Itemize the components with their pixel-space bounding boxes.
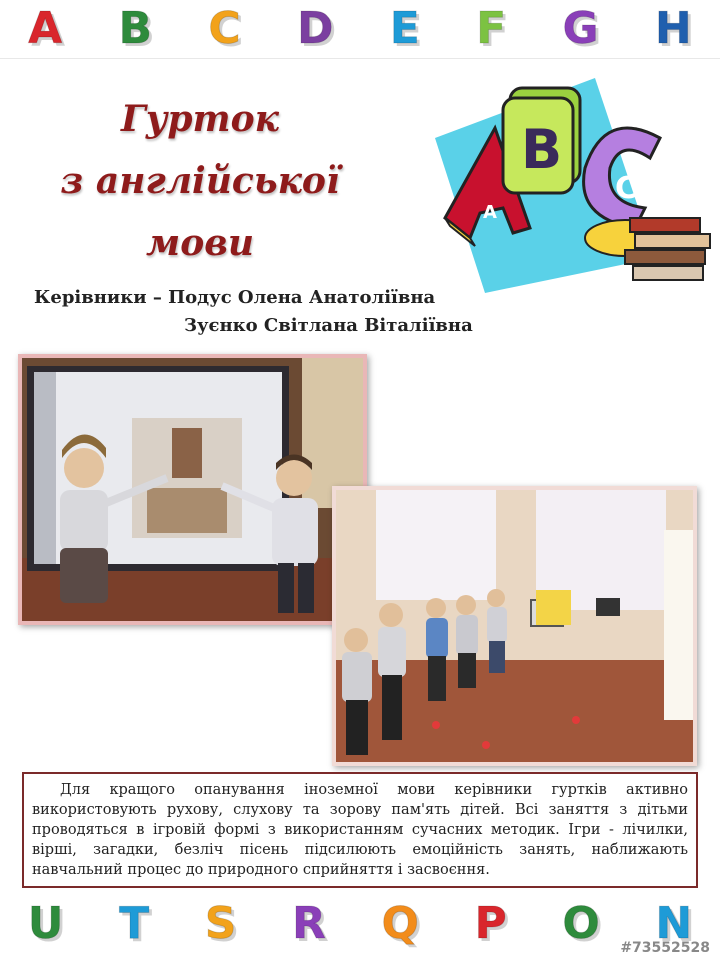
- letter: G: [562, 3, 599, 54]
- letter: H: [654, 3, 692, 54]
- letter: O: [562, 898, 600, 949]
- letter: U: [27, 898, 64, 949]
- letter: S: [204, 898, 237, 949]
- clipart-letter-a: A: [483, 202, 497, 223]
- leaders-block: [34, 284, 473, 340]
- letter: E: [389, 3, 420, 54]
- bottom-letters-banner: [0, 893, 720, 955]
- letter: T: [119, 898, 150, 949]
- leaders-line-1: Керівники – Подус Олена Анатоліївна: [34, 287, 436, 308]
- books-stack: [625, 218, 710, 280]
- letter: C: [208, 3, 241, 54]
- stock-watermark: #73552528: [620, 940, 710, 956]
- title-line-1: Гурток: [120, 98, 280, 140]
- abc-books-clipart: [425, 68, 715, 293]
- window-curtain: [376, 490, 496, 600]
- letter: D: [296, 3, 334, 54]
- photo-whiteboard-lesson: [18, 354, 367, 625]
- title-line-2: з англійської: [60, 160, 340, 202]
- girl-figure: [64, 448, 104, 488]
- letter: B: [118, 3, 153, 54]
- letter: F: [476, 3, 507, 54]
- clipart-letter-b: B: [521, 118, 563, 181]
- description-text: Для кращого опанування іноземної мови керівники гуртків активно використовують рухову, слухову та зорову пам'ять дітей. Всі заняття з дітьми проводяться в ігровій формі з використанням сучасних методик. Ігри - лічилки, вірші, загадки, безліч пісень підсилюють емоційність занять, наближають навчальний процес до природного сприйняття і засвоєння.: [22, 772, 698, 888]
- clipart-letter-c: C: [615, 171, 638, 206]
- letter: Q: [381, 898, 419, 949]
- page-title: [40, 88, 360, 274]
- letter: P: [474, 898, 507, 949]
- letter: N: [655, 898, 693, 949]
- photo-classroom-activity: [332, 486, 697, 766]
- leaders-line-2: Зуєнко Світлана Віталіївна: [184, 315, 473, 336]
- top-letters-banner: [0, 0, 720, 59]
- title-line-3: мови: [145, 222, 255, 264]
- boy-figure: [276, 460, 312, 496]
- letter: A: [28, 3, 63, 54]
- letter: R: [292, 898, 326, 949]
